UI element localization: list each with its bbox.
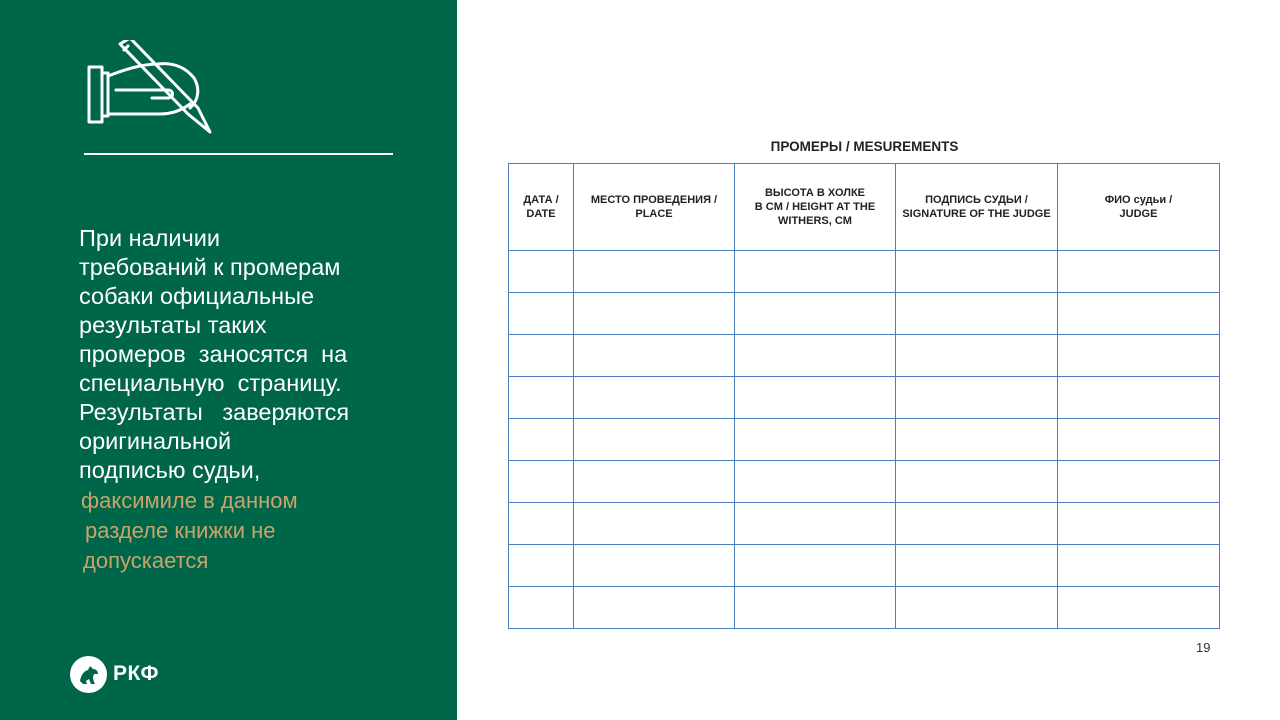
dog-logo-icon	[70, 656, 107, 693]
table-cell	[574, 335, 735, 377]
divider	[84, 153, 393, 155]
table-row	[509, 335, 1220, 377]
table-cell	[896, 335, 1058, 377]
table-cell	[574, 251, 735, 293]
header-height: ВЫСОТА В ХОЛКЕ В CM / HEIGHT AT THE WITHERS, CM	[735, 164, 896, 251]
table-row	[509, 419, 1220, 461]
table-cell	[735, 419, 896, 461]
measurements-table	[508, 163, 1220, 629]
table-cell	[1058, 461, 1220, 503]
table-cell	[574, 503, 735, 545]
table-cell	[1058, 587, 1220, 629]
table-cell	[1058, 503, 1220, 545]
table-cell	[509, 251, 574, 293]
table-cell	[735, 503, 896, 545]
header-date: ДАТА / DATE	[509, 164, 574, 251]
accent-line: факсимиле в данном	[81, 488, 298, 513]
table-cell	[896, 419, 1058, 461]
body-line: результаты таких	[79, 312, 267, 338]
table-cell	[735, 335, 896, 377]
table-cell	[735, 587, 896, 629]
left-panel	[0, 0, 457, 720]
table-title: ПРОМЕРЫ / MESUREMENTS	[770, 139, 959, 154]
table-cell	[1058, 545, 1220, 587]
accent-line: допускается	[83, 548, 209, 573]
table-cell	[735, 461, 896, 503]
table-cell	[509, 419, 574, 461]
logo	[70, 655, 159, 693]
table-cell	[896, 251, 1058, 293]
body-line: промеров заносятся на	[79, 341, 348, 367]
accent-text	[81, 486, 411, 576]
table-cell	[1058, 251, 1220, 293]
table-cell	[735, 251, 896, 293]
table-row	[509, 503, 1220, 545]
table-cell	[1058, 293, 1220, 335]
table-cell	[509, 377, 574, 419]
table-row	[509, 293, 1220, 335]
table-cell	[574, 461, 735, 503]
table-cell	[735, 545, 896, 587]
table-cell	[1058, 419, 1220, 461]
table-cell	[1058, 377, 1220, 419]
body-line: требований к промерам	[79, 254, 341, 280]
accent-line: разделе книжки не	[85, 518, 276, 543]
body-text	[79, 224, 409, 485]
table-row	[509, 461, 1220, 503]
body-line: При наличии	[79, 225, 220, 251]
table-cell	[574, 293, 735, 335]
table-row	[509, 251, 1220, 293]
table-cell	[574, 419, 735, 461]
table-header-row	[509, 164, 1220, 251]
logo-text: РКФ	[113, 662, 159, 685]
table-row	[509, 377, 1220, 419]
table-cell	[509, 587, 574, 629]
page-number: 19	[1196, 640, 1211, 655]
table-cell	[896, 503, 1058, 545]
header-signature: ПОДПИСЬ СУДЬИ / SIGNATURE OF THE JUDGE	[896, 164, 1058, 251]
table-cell	[509, 545, 574, 587]
table-cell	[509, 461, 574, 503]
header-place: МЕСТО ПРОВЕДЕНИЯ / PLACE	[574, 164, 735, 251]
body-line: специальную страницу.	[79, 370, 342, 396]
table-cell	[509, 503, 574, 545]
table-cell	[509, 335, 574, 377]
header-judge: ФИО судьи / JUDGE	[1058, 164, 1220, 251]
body-line: подписью судьи,	[79, 457, 261, 483]
table-cell	[574, 587, 735, 629]
table-cell	[896, 461, 1058, 503]
table-cell	[896, 545, 1058, 587]
body-line: собаки официальные	[79, 283, 315, 309]
table-cell	[574, 545, 735, 587]
table-cell	[574, 377, 735, 419]
table-row	[509, 545, 1220, 587]
table-cell	[896, 587, 1058, 629]
table-row	[509, 587, 1220, 629]
table-cell	[735, 293, 896, 335]
table-cell	[896, 377, 1058, 419]
body-line: Результаты заверяются	[79, 399, 350, 425]
table-cell	[896, 293, 1058, 335]
table-cell	[509, 293, 574, 335]
hand-writing-icon	[86, 40, 216, 140]
table-cell	[735, 377, 896, 419]
body-line: оригинальной	[79, 428, 232, 454]
table-cell	[1058, 335, 1220, 377]
